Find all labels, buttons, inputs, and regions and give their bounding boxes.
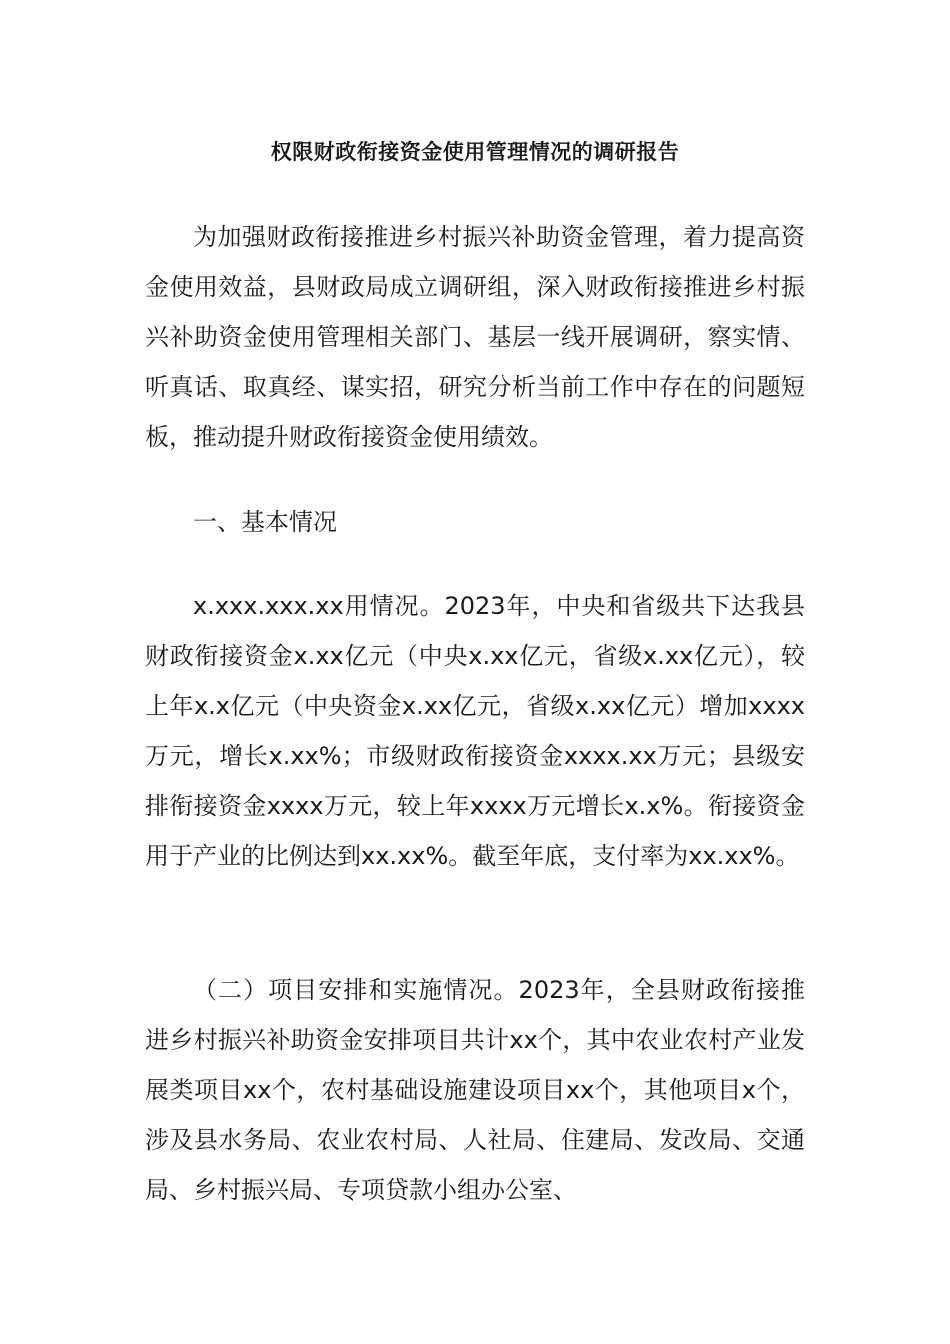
document-title: 权限财政衔接资金使用管理情况的调研报告 — [270, 140, 680, 164]
intro-paragraph: 为加强财政衔接推进乡村振兴补助资金管理，着力提高资金使用效益，县财政局成立调研组，深入财政衔接推进乡村振兴补助资金使用管理相关部门、基层一线开展调研，察实情、听真话、取真经、谋实招，研究分析当前工作中存在的问题短板，推动提升财政衔接资金使用绩效。 — [145, 223, 805, 451]
funds-paragraph: x.xxx.xxx.xx用情况。2023年，中央和省级共下达我县财政衔接资金x.xx亿元（中央x.xx亿元，省级x.xx亿元），较上年x.x亿元（中央资金x.xx亿元，省级x.xx亿元）增加xxxx万元，增长x.xx%；市级财政衔接资金xxxx.xx万元；县级安排衔接资金xxxx万元，较上年xxxx万元增长x.x%。衔接资金用于产业的比例达到xx.xx%。截至年底，支付率为xx.xx%。 — [145, 592, 805, 870]
section-heading-basic: 一、基本情况 — [193, 508, 337, 536]
projects-paragraph: （二）项目安排和实施情况。2023年，全县财政衔接推进乡村振兴补助资金安排项目共计xx个，其中农业农村产业发展类项目xx个，农村基础设施建设项目xx个，其他项目x个，涉及县水务局、农业农村局、人社局、住建局、发改局、交通局、乡村振兴局、专项贷款小组办公室、 — [145, 976, 805, 1204]
